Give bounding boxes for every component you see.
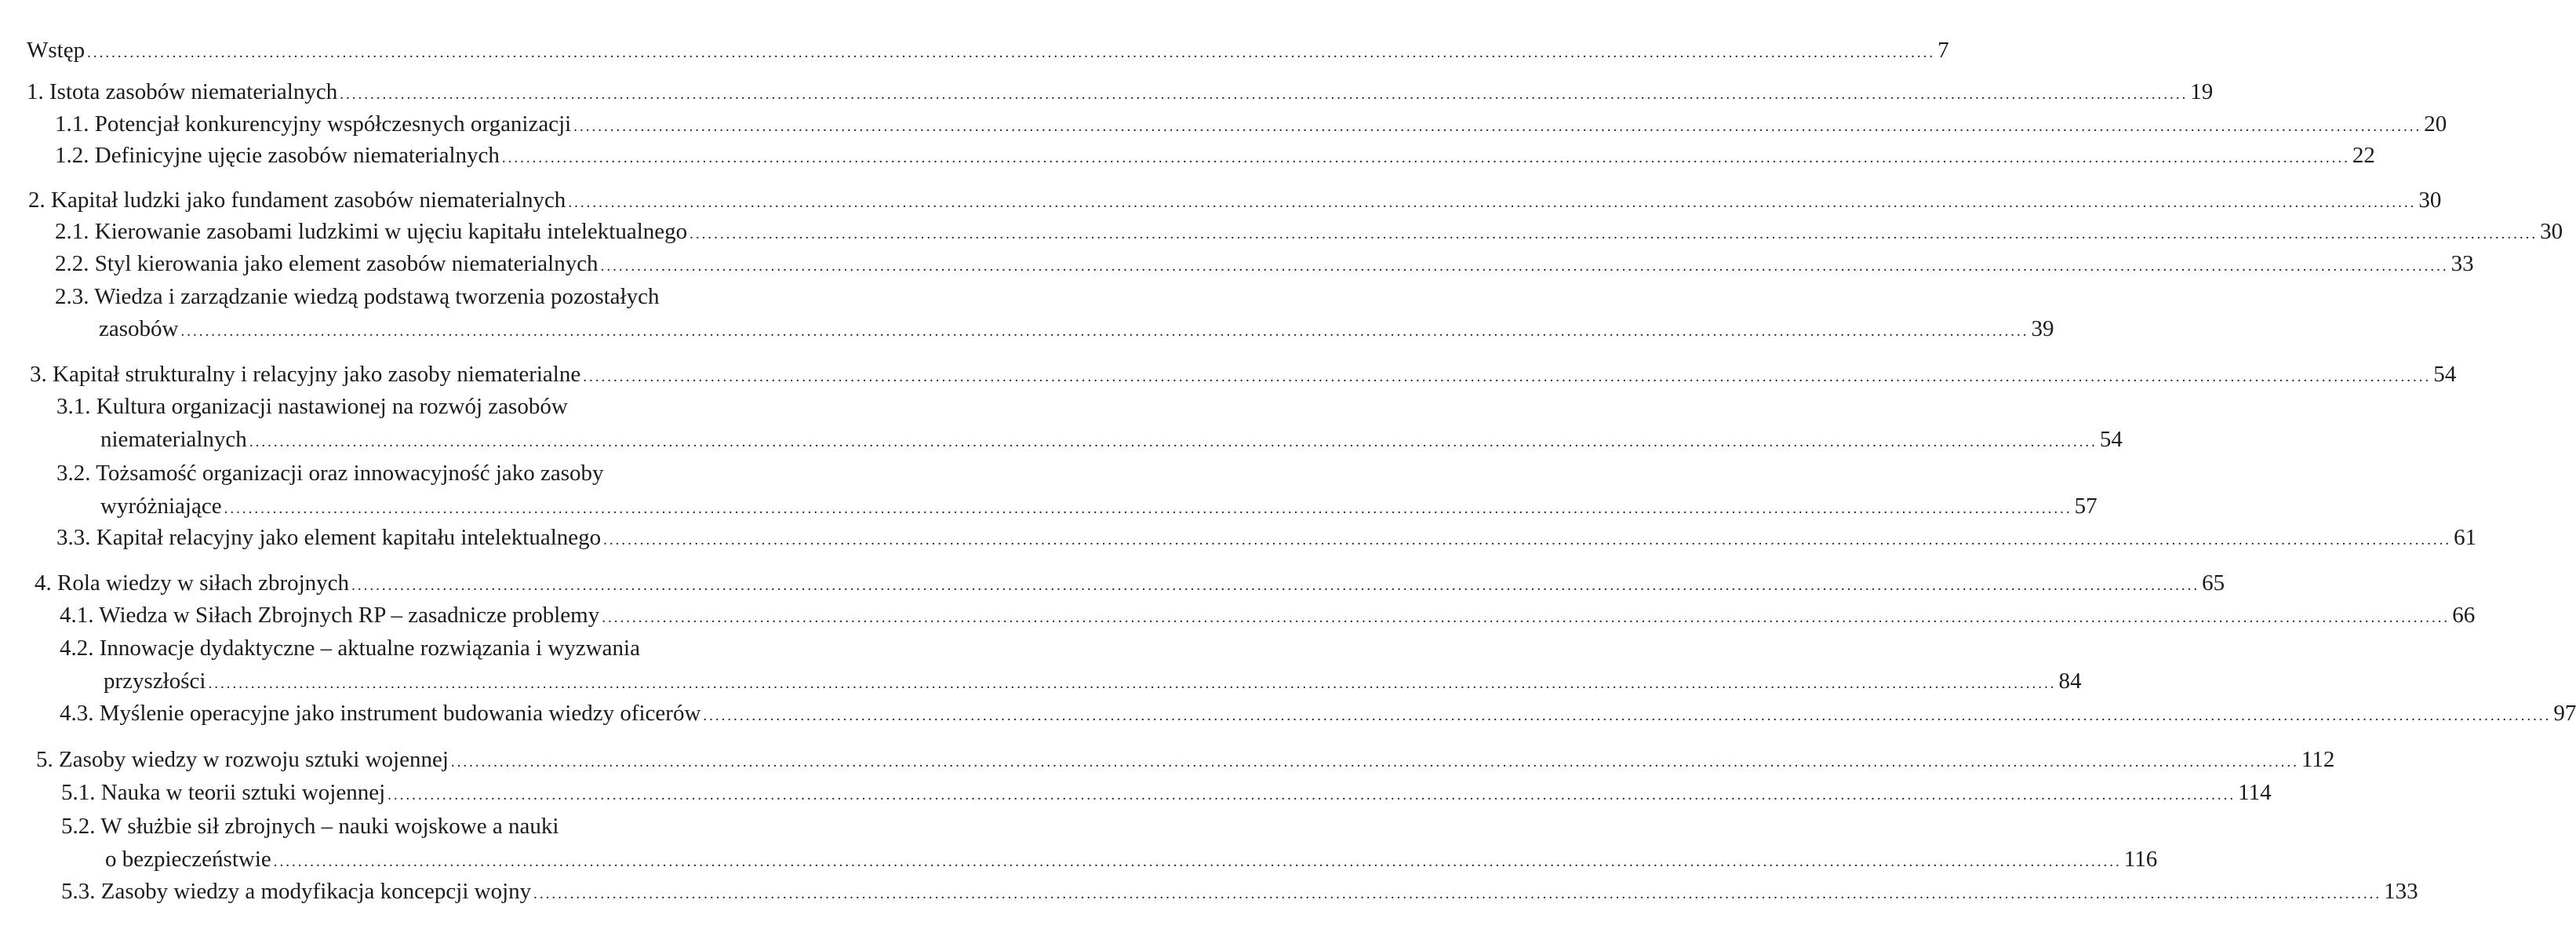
dot-leader: ................................................................................................................................................................................................................................................................................................................ — [689, 226, 2538, 242]
toc-entry-title — [36, 745, 449, 774]
dot-leader: ................................................................................................................................................................................................................................................................................................................ — [568, 195, 2417, 211]
toc-entry-title-text: Tożsamość organizacji oraz innowacyjność jako zasoby — [96, 461, 604, 486]
dot-leader: ................................................................................................................................................................................................................................................................................................................ — [249, 434, 2098, 450]
toc-entry-intro — [27, 36, 1949, 67]
toc-entry-continuation — [105, 845, 2158, 876]
toc-entry-section — [55, 250, 2474, 281]
toc-entry-page: 33 — [2450, 251, 2474, 276]
toc-entry-number: 1.1. — [55, 111, 89, 137]
toc-entry-number: 4.3. — [60, 701, 94, 726]
toc-entry-title-text: Zasoby wiedzy a modyfikacja koncepcji wojny — [100, 879, 532, 904]
toc-entry-title — [55, 110, 571, 138]
toc-entry-number: 2.1. — [55, 219, 89, 244]
toc-entry-title-cont: niematerialnych — [100, 427, 247, 452]
toc-entry-page: 54 — [2433, 362, 2457, 387]
toc-entry-page: 61 — [2454, 525, 2477, 550]
toc-entry-section — [56, 459, 604, 487]
toc-entry-title-text: Kapitał strukturalny i relacyjny jako zasoby niematerialne — [53, 362, 581, 387]
toc-entry-page: 112 — [2301, 747, 2335, 772]
toc-entry-page: 97 — [2553, 701, 2576, 726]
dot-leader: ................................................................................................................................................................................................................................................................................................................ — [602, 610, 2450, 626]
dot-leader: ................................................................................................................................................................................................................................................................................................................ — [703, 708, 2552, 724]
toc-entry-number: 5.1. — [61, 780, 96, 805]
dot-leader: ................................................................................................................................................................................................................................................................................................................ — [573, 118, 2422, 135]
toc-entry-title-cont: wyróżniające — [100, 494, 222, 519]
toc-entry-number: 5.3. — [61, 879, 96, 904]
toc-entry-title-text: Nauka w teorii sztuki wojennej — [100, 780, 386, 805]
toc-entry-continuation — [104, 667, 2082, 698]
toc-entry-page: 65 — [2202, 570, 2225, 596]
toc-entry-title: Wstęp — [27, 38, 86, 63]
dot-leader: ................................................................................................................................................................................................................................................................................................................ — [273, 854, 2122, 870]
toc-entry-section — [61, 812, 558, 840]
toc-entry-section — [61, 877, 2418, 909]
toc-entry-chapter — [27, 78, 2214, 109]
toc-entry-section — [55, 141, 2375, 173]
toc-entry-chapter — [28, 186, 2442, 217]
toc-entry-number: 4. — [35, 570, 52, 596]
toc-entry-section — [55, 110, 2447, 141]
toc-entry-section — [55, 217, 2563, 249]
toc-entry-section — [56, 392, 568, 421]
toc-entry-number: 5.2. — [61, 814, 96, 839]
toc-entry-number: 1.2. — [55, 143, 89, 168]
dot-leader: ................................................................................................................................................................................................................................................................................................................ — [224, 501, 2072, 517]
toc-entry-chapter — [36, 745, 2335, 777]
toc-entry-title — [28, 186, 566, 214]
toc-entry-title-text: Kierowanie zasobami ludzkimi w ujęciu kapitału intelektualnego — [94, 219, 688, 244]
toc-entry-title-text: Wiedza w Siłach Zbrojnych RP – zasadnicze problemy — [99, 603, 600, 628]
dot-leader: ................................................................................................................................................................................................................................................................................................................ — [501, 150, 2350, 166]
toc-entry-number: 4.1. — [60, 603, 94, 628]
toc-entry-title — [35, 569, 349, 597]
toc-entry-section — [60, 634, 640, 662]
toc-entry-title — [55, 250, 599, 278]
dot-leader: ................................................................................................................................................................................................................................................................................................................ — [583, 369, 2432, 385]
toc-entry-section — [56, 523, 2477, 555]
dot-leader: ................................................................................................................................................................................................................................................................................................................ — [533, 886, 2382, 902]
toc-entry-title-text: Zasoby wiedzy w rozwoju sztuki wojennej — [59, 747, 449, 772]
toc-entry-page: 30 — [2418, 188, 2442, 213]
dot-leader: ................................................................................................................................................................................................................................................................................................................ — [340, 86, 2189, 103]
dot-leader: ................................................................................................................................................................................................................................................................................................................ — [603, 532, 2452, 548]
toc-entry-title-text: W służbie sił zbrojnych – nauki wojskowe a nauki — [100, 814, 559, 839]
toc-entry-title-text: Istota zasobów niematerialnych — [49, 79, 338, 104]
toc-entry-title — [27, 78, 337, 106]
toc-entry-title-text: Innowacje dydaktyczne – aktualne rozwiązania i wyzwania — [99, 636, 640, 661]
toc-entry-continuation — [99, 315, 2054, 346]
toc-entry-number: 3.3. — [56, 525, 91, 550]
toc-entry-number: 3. — [30, 362, 47, 387]
toc-entry-section — [61, 778, 2272, 810]
toc-entry-number: 1. — [27, 79, 44, 104]
toc-entry-title-cont: przyszłości — [104, 669, 206, 694]
toc-entry-continuation — [100, 492, 2098, 523]
toc-entry-continuation — [100, 425, 2123, 457]
toc-entry-page: 66 — [2452, 603, 2476, 628]
toc-entry-page: 54 — [2099, 427, 2123, 452]
toc-entry-title — [55, 141, 500, 169]
toc-entry-number: 4.2. — [60, 636, 94, 661]
toc-entry-chapter — [30, 360, 2457, 392]
dot-leader: ................................................................................................................................................................................................................................................................................................................ — [387, 787, 2236, 803]
toc-entry-number: 5. — [36, 747, 53, 772]
toc-entry-title — [61, 778, 385, 807]
toc-entry-title — [30, 360, 580, 388]
toc-entry-title — [60, 601, 599, 629]
toc-entry-number: 2. — [28, 188, 45, 213]
toc-entry-page: 133 — [2384, 879, 2418, 904]
toc-entry-title — [55, 217, 687, 246]
toc-entry-section — [60, 601, 2476, 632]
toc-entry-page: 22 — [2352, 143, 2375, 168]
toc-entry-number: 2.2. — [55, 251, 89, 276]
dot-leader: ................................................................................................................................................................................................................................................................................................................ — [180, 323, 2029, 340]
toc-entry-title — [56, 523, 601, 552]
toc-entry-number: 2.3. — [55, 284, 89, 309]
toc-entry-page: 7 — [1937, 38, 1949, 63]
toc-entry-title-cont: o bezpieczeństwie — [105, 847, 271, 872]
toc-entry-page: 30 — [2540, 219, 2563, 244]
toc-entry-title-text: Wiedza i zarządzanie wiedzą podstawą tworzenia pozostałych — [94, 284, 660, 309]
dot-leader: ................................................................................................................................................................................................................................................................................................................ — [450, 754, 2299, 771]
toc-entry-title-text: Styl kierowania jako element zasobów niematerialnych — [94, 251, 599, 276]
dot-leader: ................................................................................................................................................................................................................................................................................................................ — [600, 258, 2449, 275]
toc-entry-title-text: Rola wiedzy w siłach zbrojnych — [57, 570, 350, 596]
toc-entry-page: 57 — [2074, 494, 2098, 519]
toc-entry-title-text: Potencjał konkurencyjny współczesnych organizacji — [94, 111, 572, 137]
toc-entry-title — [60, 699, 700, 727]
toc-entry-number: 3.1. — [56, 394, 91, 419]
toc-entry-title-text: Kapitał ludzki jako fundament zasobów niematerialnych — [51, 188, 566, 213]
toc-entry-page: 84 — [2058, 669, 2082, 694]
toc-entry-title — [61, 877, 531, 905]
toc-entry-section — [55, 282, 659, 311]
dot-leader: ................................................................................................................................................................................................................................................................................................................ — [87, 45, 1936, 61]
dot-leader: ................................................................................................................................................................................................................................................................................................................ — [351, 577, 2200, 594]
toc-entry-section — [60, 699, 2576, 731]
toc-entry-number: 3.2. — [56, 461, 91, 486]
dot-leader: ................................................................................................................................................................................................................................................................................................................ — [208, 676, 2057, 692]
toc-entry-page: 116 — [2123, 847, 2158, 872]
toc-entry-page: 39 — [2031, 316, 2054, 341]
toc-entry-chapter — [35, 569, 2225, 600]
toc-entry-title-text: Kapitał relacyjny jako element kapitału intelektualnego — [96, 525, 602, 550]
toc-entry-page: 20 — [2424, 111, 2447, 137]
toc-entry-title-text: Myślenie operacyjne jako instrument budowania wiedzy oficerów — [99, 701, 701, 726]
toc-entry-title-text: Definicyjne ujęcie zasobów niematerialnych — [94, 143, 500, 168]
toc-entry-title-text: Kultura organizacji nastawionej na rozwój zasobów — [96, 394, 568, 419]
toc-entry-title-cont: zasobów — [99, 316, 179, 341]
toc-entry-page: 19 — [2190, 79, 2214, 104]
toc-entry-page: 114 — [2238, 780, 2272, 805]
